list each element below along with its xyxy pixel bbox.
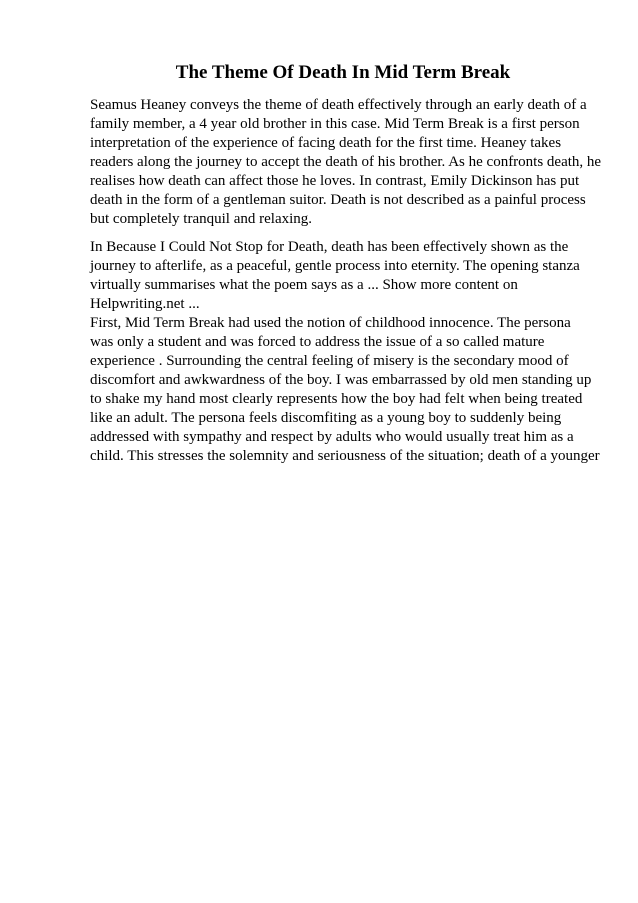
- source-line: Helpwriting.net ...: [90, 296, 200, 312]
- paragraph-line: First, Mid Term Break had used the notion of childhood innocence. The persona: [90, 315, 571, 331]
- paragraph-line: addressed with sympathy and respect by adults who would usually treat him as a: [90, 429, 574, 445]
- paragraph-line: but completely tranquil and relaxing.: [90, 211, 313, 227]
- document-title: The Theme Of Death In Mid Term Break: [175, 62, 511, 83]
- paragraph-line: In Because I Could Not Stop for Death, death has been effectively shown as the: [90, 239, 569, 255]
- paragraph-line: realises how death can affect those he loves. In contrast, Emily Dickinson has put: [90, 173, 580, 189]
- paragraph-line: like an adult. The persona feels discomfiting as a young boy to suddenly being: [90, 410, 562, 426]
- paragraph-line: experience . Surrounding the central feeling of misery is the secondary mood of: [90, 353, 569, 369]
- paragraph-line: death in the form of a gentleman suitor. Death is not described as a painful process: [90, 192, 586, 208]
- paragraph-line: child. This stresses the solemnity and seriousness of the situation; death of a younger: [90, 448, 600, 464]
- paragraph-line: interpretation of the experience of facing death for the first time. Heaney takes: [90, 135, 562, 151]
- paragraph-line: Seamus Heaney conveys the theme of death effectively through an early death of a: [90, 97, 587, 113]
- paragraph-line: was only a student and was forced to address the issue of a so called mature: [90, 334, 545, 350]
- paragraph-line: to shake my hand most clearly represents how the boy had felt when being treated: [90, 391, 583, 407]
- paragraph-line: discomfort and awkwardness of the boy. I was embarrassed by old men standing up: [90, 372, 592, 388]
- paragraph-line: journey to afterlife, as a peaceful, gentle process into eternity. The opening stanza: [90, 258, 580, 274]
- paragraph-line: family member, a 4 year old brother in this case. Mid Term Break is a first person: [90, 116, 580, 132]
- paragraph-line: readers along the journey to accept the death of his brother. As he confronts death, he: [90, 154, 602, 170]
- paragraph-line: virtually summarises what the poem says as a ... Show more content on: [90, 277, 518, 293]
